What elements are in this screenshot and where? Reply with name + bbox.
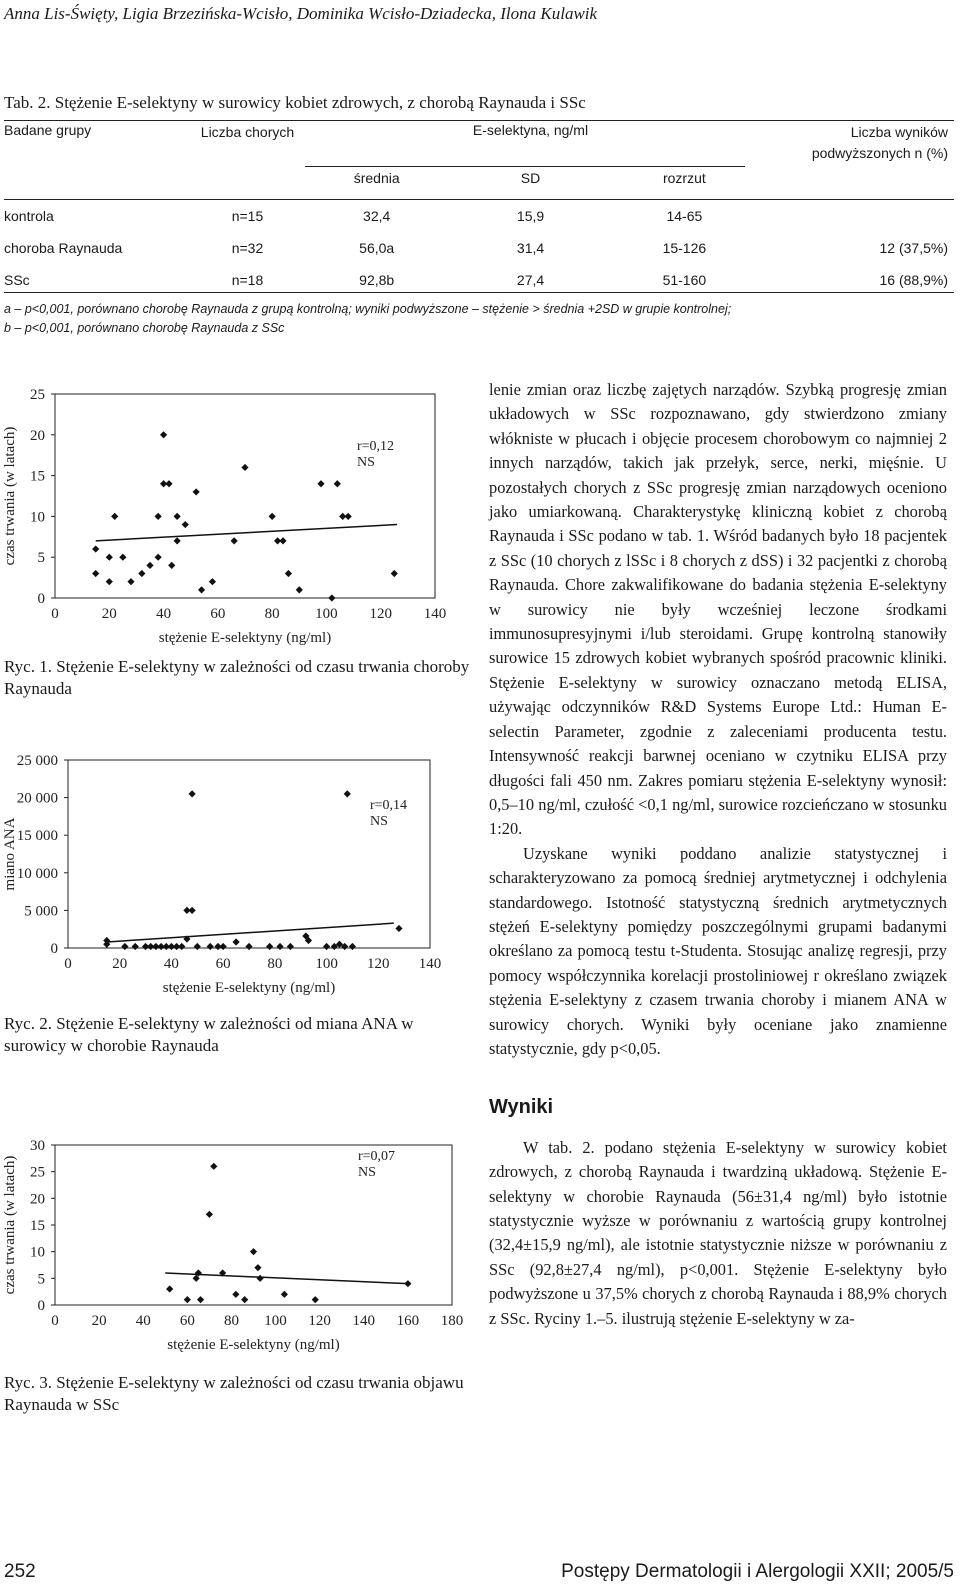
plot-area: [68, 760, 430, 948]
running-header-authors: Anna Lis-Święty, Ligia Brzezińska-Wcisło, Dominika Wcisło-Dziadecka, Ilona Kulawik: [4, 4, 598, 23]
x-tick-label: 0: [51, 606, 59, 622]
figure-3-chart: [0, 1125, 480, 1365]
data-point: [344, 790, 351, 797]
correlation-annotation: r=0,12: [357, 439, 395, 454]
x-tick-label: 40: [156, 606, 172, 622]
data-point: [241, 1296, 248, 1303]
table-title: Tab. 2. Stężenie E-selektyny w surowicy kobiet zdrowych, z chorobą Raynauda i SSc: [4, 93, 586, 112]
data-point: [198, 586, 205, 593]
footnote-b: b – p<0,001, porównano chorobę Raynauda z SSc: [4, 321, 285, 335]
trend-line: [165, 1273, 408, 1284]
col-count-header: Liczba chorych: [200, 124, 295, 140]
data-point: [241, 464, 248, 471]
x-tick-label: 140: [418, 956, 442, 972]
x-tick-label: 100: [264, 1313, 287, 1329]
y-tick-label: 25: [30, 387, 45, 403]
data-point: [349, 943, 356, 950]
data-point: [269, 513, 276, 520]
data-point: [279, 537, 286, 544]
x-tick-label: 100: [315, 956, 338, 972]
y-tick-label: 10: [30, 509, 45, 526]
correlation-annotation: NS: [357, 455, 375, 470]
data-point: [395, 925, 402, 932]
data-point: [155, 554, 162, 561]
plot-area: [55, 1145, 452, 1305]
x-tick-label: 0: [64, 956, 72, 972]
y-tick-label: 5: [37, 1271, 45, 1288]
data-point: [312, 1296, 319, 1303]
data-point: [209, 578, 216, 585]
data-point: [138, 570, 145, 577]
table-rule-top: [4, 120, 954, 121]
col-eselectin-header: E-selektyna, ng/ml: [472, 122, 589, 138]
data-point: [207, 943, 214, 950]
y-tick-label: 15: [30, 468, 45, 485]
figure-2-chart: [0, 745, 480, 1005]
paragraph-statistics: Uzyskane wyniki poddano analizie statystycznej i scharakteryzowano za pomocą średniej arytmetycznej i odchylenia standardowego. Istotność statystyczną średnich arytmetycznych stężeń E-selektyny pomiędzy poszczególnymi grupami badanymi określano za pomocą testu t-Studenta. Stosując analizę regresji, przy pomocy współczynnika korelacji prostoliniowej r określano związek stężenia E-selektyny z czasem trwania choroby i mianem ANA w surowicy chorych. Wyniki były oceniane jako znamienne statystycznie, gdy p<0,05.: [489, 843, 947, 1058]
y-tick-label: 5 000: [24, 903, 58, 920]
data-point: [231, 537, 238, 544]
data-point: [174, 513, 181, 520]
cell-sd: 15,9: [516, 208, 545, 224]
data-point: [210, 1163, 217, 1170]
x-tick-label: 20: [101, 606, 117, 622]
cell-range: 15-126: [662, 240, 707, 256]
trend-line: [96, 525, 397, 541]
data-point: [127, 578, 134, 585]
data-point: [121, 943, 128, 950]
col-sd-header: SD: [520, 170, 541, 186]
data-point: [266, 943, 273, 950]
data-point: [168, 562, 175, 569]
x-tick-label: 140: [352, 1313, 376, 1329]
data-point: [345, 513, 352, 520]
x-axis-label: stężenie E-selektyny (ng/ml): [167, 1337, 340, 1353]
data-point: [106, 554, 113, 561]
data-point: [119, 554, 126, 561]
cell-n: n=18: [231, 272, 264, 288]
x-tick-label: 80: [264, 606, 280, 622]
y-tick-label: 25: [30, 1164, 45, 1181]
data-point: [206, 1211, 213, 1218]
data-point: [174, 537, 181, 544]
cell-n: n=15: [231, 208, 264, 224]
y-axis-label: czas trwania (w latach): [2, 426, 18, 566]
correlation-annotation: r=0,07: [358, 1149, 396, 1164]
y-tick-label: 0: [50, 941, 58, 957]
x-tick-label: 40: [163, 956, 179, 972]
cell-group: kontrola: [4, 208, 54, 224]
x-tick-label: 160: [396, 1313, 420, 1329]
y-tick-label: 30: [30, 1138, 45, 1154]
data-point: [391, 570, 398, 577]
table-rule-subheader: [305, 166, 745, 167]
data-point: [194, 943, 201, 950]
cell-sd: 27,4: [516, 272, 545, 288]
data-point: [245, 943, 252, 950]
journal-name: Postępy Dermatologii i Alergologii XXII; 2005/5: [561, 1561, 954, 1582]
x-tick-label: 180: [440, 1313, 464, 1329]
data-point: [106, 578, 113, 585]
paragraph-methods: lenie zmian oraz liczbę zajętych narządów. Szybką progresję zmian układowych w SSc rozpoznawano, gdy stwierdzono zmiany włókniste w płucach i objęcie procesem chorobowym co najmniej 2 innych narządów, takich jak przełyk, serce, nerki, mięśnie. U pozostałych chorych z SSc progresję zmian narządowych oceniono jako umiarkowaną. Charakterystykę kliniczną kobiet z chorobą Raynauda i SSc podano w tab. 1. Wśród badanych było 18 pacjentek z SSc (10 chorych z lSSc i 8 chorych z dSS) i 32 pacjentki z chorobą Raynauda. Chore zakwalifikowane do badania stężenia E-selektyny w surowicy nie były wcześniej leczone środkami immunosupresyjnymi i/lub steroidami. Grupę kontrolną stanowiły surowice 15 zdrowych kobiet wybranych spośród pracownic kliniki. Stężenie E-selektyny w surowicy oznaczano metodą ELISA, używając odczynników R&D Systems Europe Ltd.: Human E-selectin Parameter, zgodnie z zaleceniami producenta testu. Intensywność reakcji barwnej oceniano w czytniku ELISA przy długości fali 450 nm. Zakres pomiaru stężenia E-selektyny wynosił: 0,5–10 ng/ml, czułość <0,1 ng/ml, surowice rozcieńczano w stosunku 1:20.: [489, 380, 947, 839]
results-table: [4, 122, 954, 304]
data-point: [155, 513, 162, 520]
x-tick-label: 120: [369, 606, 392, 622]
data-point: [232, 1291, 239, 1298]
cell-range: 51-160: [662, 272, 707, 288]
x-tick-label: 80: [223, 1313, 239, 1329]
correlation-annotation: NS: [370, 814, 388, 829]
data-point: [92, 570, 99, 577]
data-point: [250, 1248, 257, 1255]
data-point: [254, 1264, 261, 1271]
data-point: [160, 431, 167, 438]
data-point: [166, 1285, 173, 1292]
cell-elevated: 12 (37,5%): [879, 240, 948, 256]
cell-n: n=32: [231, 240, 264, 256]
section-heading-results: Wyniki: [489, 1096, 554, 1119]
figure-1-chart: [0, 380, 480, 646]
data-point: [220, 943, 227, 950]
y-tick-label: 25 000: [16, 753, 58, 769]
data-point: [257, 1275, 264, 1282]
data-point: [132, 943, 139, 950]
y-tick-label: 5: [37, 550, 45, 567]
col-range-header: rozrzut: [662, 170, 706, 186]
cell-elevated: 16 (88,9%): [879, 272, 948, 288]
correlation-annotation: NS: [358, 1165, 376, 1180]
y-tick-label: 0: [37, 1298, 45, 1314]
plot-area: [55, 394, 435, 598]
trend-line: [107, 923, 394, 942]
x-tick-label: 20: [91, 1313, 107, 1329]
y-tick-label: 10 000: [16, 865, 58, 882]
page-number: 252: [4, 1561, 36, 1582]
paragraph-results: W tab. 2. podano stężenia E-selektyny w surowicy kobiet zdrowych, z chorobą Raynauda i twardziną układową. Stężenie E-selektyny w chorobie Raynauda (56±31,4 ng/ml) było istotnie statystycznie wyższe w porównaniu z wartością grupy kontrolnej (32,4±15,9 ng/ml), ale istotnie statystycznie niższe w porównaniu z SSc (92,8±27,4 ng/ml), p<0,001. Stężenie E-selektyny było podwyższone u 37,5% chorych z chorobą Raynauda i 88,9% chorych z SSc. Ryciny 1.–5. ilustrują stężenie E-selektyny w za-: [489, 1137, 947, 1328]
data-point: [276, 943, 283, 950]
cell-elevated: [759, 208, 954, 240]
data-point: [146, 562, 153, 569]
x-tick-label: 120: [308, 1313, 331, 1329]
x-tick-label: 60: [215, 956, 231, 972]
x-tick-label: 140: [423, 606, 447, 622]
data-point: [285, 570, 292, 577]
x-tick-label: 0: [51, 1313, 59, 1329]
data-point: [287, 943, 294, 950]
y-axis-label: czas trwania (w latach): [2, 1155, 18, 1295]
cell-mean: 32,4: [363, 208, 391, 224]
cell-range: 14-65: [666, 208, 703, 224]
data-point: [296, 586, 303, 593]
correlation-annotation: r=0,14: [370, 798, 408, 813]
y-tick-label: 20 000: [16, 790, 58, 807]
y-tick-label: 15: [30, 1218, 45, 1234]
x-tick-label: 80: [267, 956, 283, 972]
y-tick-label: 20: [30, 427, 45, 444]
data-point: [197, 1296, 204, 1303]
data-point: [404, 1280, 411, 1287]
x-tick-label: 20: [112, 956, 128, 972]
y-axis-label: miano ANA: [2, 817, 18, 891]
cell-group: choroba Raynauda: [4, 240, 123, 256]
x-tick-label: 120: [367, 956, 390, 972]
data-point: [193, 488, 200, 495]
cell-mean: 56,0a: [359, 240, 395, 256]
x-tick-label: 60: [210, 606, 226, 622]
table-footnote: [4, 300, 731, 338]
cell-sd: 31,4: [516, 240, 545, 256]
data-point: [323, 943, 330, 950]
data-point: [178, 943, 185, 950]
col-elevated-header: Liczba wyników podwyższonych n (%): [811, 124, 948, 161]
cell-group: SSc: [4, 272, 30, 288]
figure-2-caption: Ryc. 2. Stężenie E-selektyny w zależności od miana ANA w surowicy w chorobie Raynauda: [4, 1014, 414, 1055]
data-point: [165, 480, 172, 487]
data-point: [92, 545, 99, 552]
body-text-column: [489, 378, 947, 1331]
x-tick-label: 100: [315, 606, 338, 622]
figure-3-caption: Ryc. 3. Stężenie E-selektyny w zależności od czasu trwania objawu Raynauda w SSc: [4, 1373, 464, 1414]
y-tick-label: 0: [37, 591, 45, 607]
data-point: [182, 521, 189, 528]
data-point: [334, 480, 341, 487]
data-point: [317, 480, 324, 487]
data-point: [189, 907, 196, 914]
table-rule-bottom: [4, 292, 954, 293]
footnote-a: a – p<0,001, porównano chorobę Raynauda z grupą kontrolną; wyniki podwyższone – stężenie > średnia +2SD w grupie kontrolnej;: [4, 302, 732, 316]
y-tick-label: 20: [30, 1191, 45, 1208]
data-point: [189, 790, 196, 797]
data-point: [328, 594, 335, 601]
data-point: [184, 1296, 191, 1303]
data-point: [111, 513, 118, 520]
col-mean-header: średnia: [353, 170, 400, 186]
x-axis-label: stężenie E-selektyny (ng/ml): [162, 980, 336, 996]
table-row: [4, 208, 954, 240]
table-rule-header: [4, 199, 954, 200]
table-row: [4, 240, 954, 272]
data-point: [232, 938, 239, 945]
y-tick-label: 10: [30, 1244, 45, 1261]
cell-mean: 92,8b: [359, 272, 395, 288]
x-axis-label: stężenie E-selektyny (ng/ml): [158, 630, 332, 646]
y-tick-label: 15 000: [16, 828, 58, 845]
figure-1-caption: Ryc. 1. Stężenie E-selektyny w zależności od czasu trwania choroby Raynauda: [4, 657, 470, 698]
x-tick-label: 60: [179, 1313, 195, 1329]
data-point: [281, 1291, 288, 1298]
col-groups-header: Badane grupy: [4, 122, 92, 138]
x-tick-label: 40: [135, 1313, 151, 1329]
